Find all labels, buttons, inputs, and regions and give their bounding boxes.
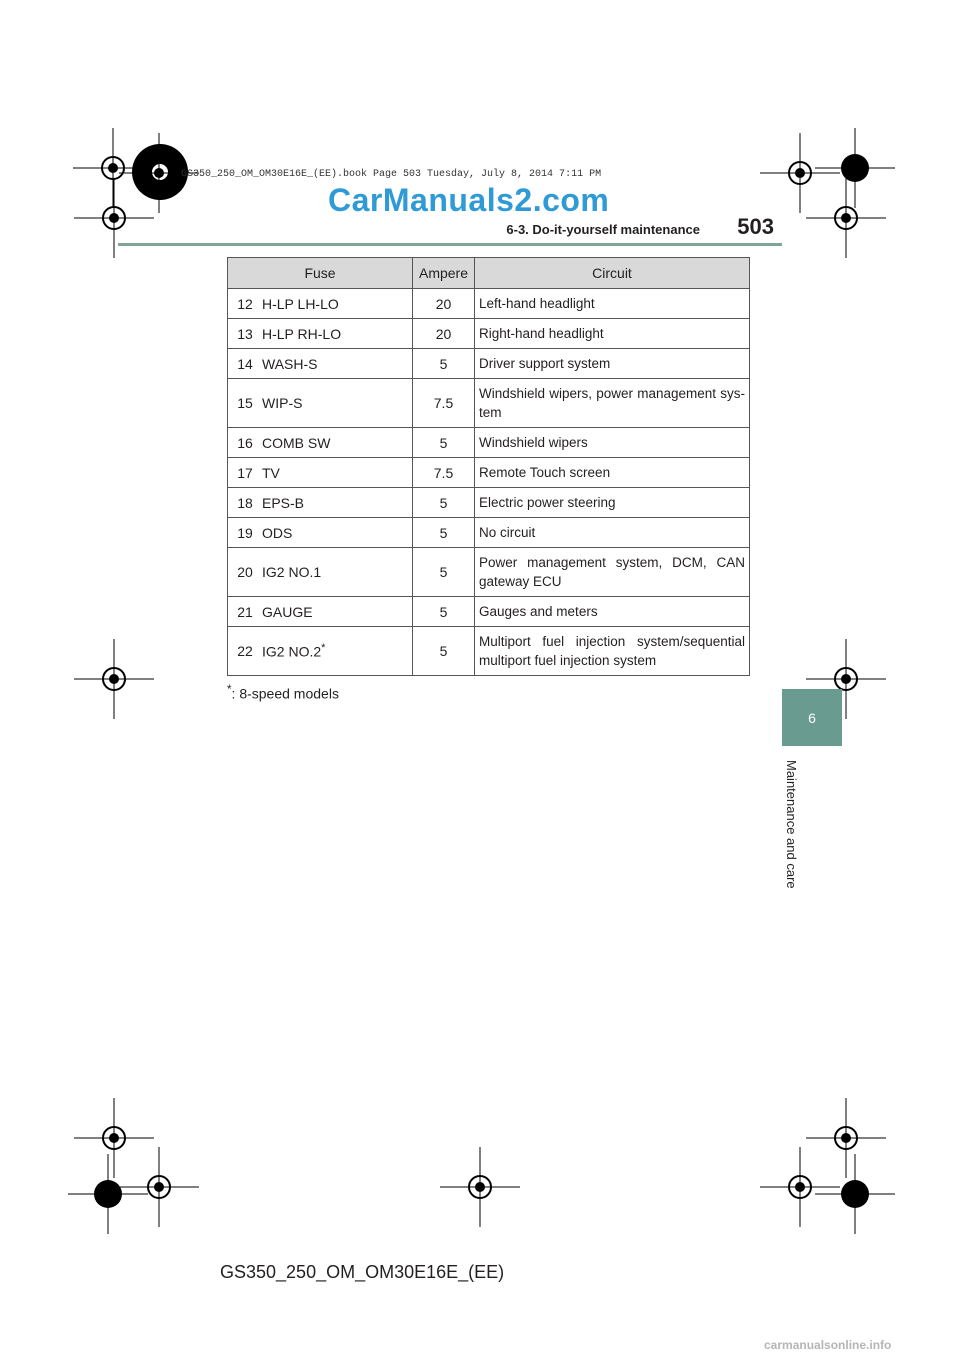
- column-header-fuse: Fuse: [228, 258, 413, 289]
- footnote-mark: *: [227, 683, 232, 696]
- fuse-circuit: Remote Touch screen: [475, 458, 750, 488]
- fuse-ampere: 20: [413, 289, 475, 319]
- registration-mark-icon: [74, 178, 154, 258]
- fuse-name: GAUGE: [258, 597, 413, 627]
- fuse-ampere: 20: [413, 319, 475, 349]
- fuse-number: 20: [228, 548, 259, 597]
- fuse-number: 19: [228, 518, 259, 548]
- book-info-line: GS350_250_OM_OM30E16E_(EE).book Page 503 Tuesday, July 8, 2014 7:11 PM: [181, 169, 602, 180]
- table-row: [228, 379, 750, 428]
- fuse-ampere: 5: [413, 518, 475, 548]
- footnote-marker: *: [321, 642, 326, 655]
- chapter-label: Maintenance and care: [784, 760, 799, 889]
- fuse-name: WIP-S: [258, 379, 413, 428]
- fuse-name: WASH-S: [258, 349, 413, 379]
- fuse-circuit: Windshield wipers, power management sys-tem: [475, 379, 750, 428]
- fuse-ampere: 5: [413, 488, 475, 518]
- table-row: [228, 428, 750, 458]
- fuse-name: COMB SW: [258, 428, 413, 458]
- table-row: [228, 627, 750, 676]
- fuse-circuit: Right-hand headlight: [475, 319, 750, 349]
- registration-mark-icon: [806, 178, 886, 258]
- watermark-link[interactable]: CarManuals2.com: [328, 182, 610, 218]
- footer-code: GS350_250_OM_OM30E16E_(EE): [220, 1262, 505, 1282]
- fuse-circuit: Driver support system: [475, 349, 750, 379]
- table-row: [228, 488, 750, 518]
- registration-mark-icon: [440, 1147, 520, 1227]
- fuse-number: 21: [228, 597, 259, 627]
- fuse-circuit: Power management system, DCM, CAN gateway ECU: [475, 548, 750, 597]
- fuse-name: ODS: [258, 518, 413, 548]
- column-header-circuit: Circuit: [475, 258, 750, 289]
- fuse-number: 17: [228, 458, 259, 488]
- fuse-number: 14: [228, 349, 259, 379]
- fuse-circuit: Electric power steering: [475, 488, 750, 518]
- table-header-row: [228, 258, 750, 289]
- fuse-ampere: 5: [413, 597, 475, 627]
- table-row: [228, 319, 750, 349]
- fuse-ampere: 7.5: [413, 379, 475, 428]
- table-row: [228, 289, 750, 319]
- table-row: [228, 597, 750, 627]
- fuse-name: [258, 627, 413, 676]
- fuse-name: H-LP RH-LO: [258, 319, 413, 349]
- site-watermark[interactable]: carmanualsonline.info: [764, 1338, 892, 1352]
- chapter-number: 6: [808, 709, 816, 726]
- fuse-circuit: Left-hand headlight: [475, 289, 750, 319]
- fuse-circuit: Windshield wipers: [475, 428, 750, 458]
- fuse-name: IG2 NO.1: [258, 548, 413, 597]
- fuse-number: 22: [228, 627, 259, 676]
- fuse-number: 13: [228, 319, 259, 349]
- table-row: [228, 349, 750, 379]
- table-row: [228, 458, 750, 488]
- registration-mark-icon: [74, 639, 154, 719]
- header-rule: [118, 243, 782, 246]
- fuse-number: 12: [228, 289, 259, 319]
- fuse-name: H-LP LH-LO: [258, 289, 413, 319]
- table-row: [228, 548, 750, 597]
- fuse-circuit: Gauges and meters: [475, 597, 750, 627]
- fuse-name: EPS-B: [258, 488, 413, 518]
- fuse-ampere: 5: [413, 627, 475, 676]
- column-header-ampere: Ampere: [413, 258, 475, 289]
- footnote: [227, 683, 339, 702]
- fuse-name-text: IG2 NO.2: [262, 643, 322, 660]
- fuse-number: 16: [228, 428, 259, 458]
- chapter-tab: [782, 689, 842, 746]
- footnote-text: : 8-speed models: [231, 685, 339, 702]
- fuse-number: 15: [228, 379, 259, 428]
- fuse-table: [227, 257, 750, 676]
- fuse-ampere: 5: [413, 349, 475, 379]
- fuse-number: 18: [228, 488, 259, 518]
- fuse-name: TV: [258, 458, 413, 488]
- fuse-circuit: No circuit: [475, 518, 750, 548]
- registration-mark-icon: [119, 1147, 199, 1227]
- registration-mark-icon: [815, 1154, 895, 1234]
- page-number: 503: [737, 214, 774, 239]
- fuse-ampere: 7.5: [413, 458, 475, 488]
- fuse-circuit: Multiport fuel injection system/sequential multiport fuel injection system: [475, 627, 750, 676]
- fuse-ampere: 5: [413, 548, 475, 597]
- fuse-ampere: 5: [413, 428, 475, 458]
- section-title: 6-3. Do-it-yourself maintenance: [506, 222, 700, 237]
- table-row: [228, 518, 750, 548]
